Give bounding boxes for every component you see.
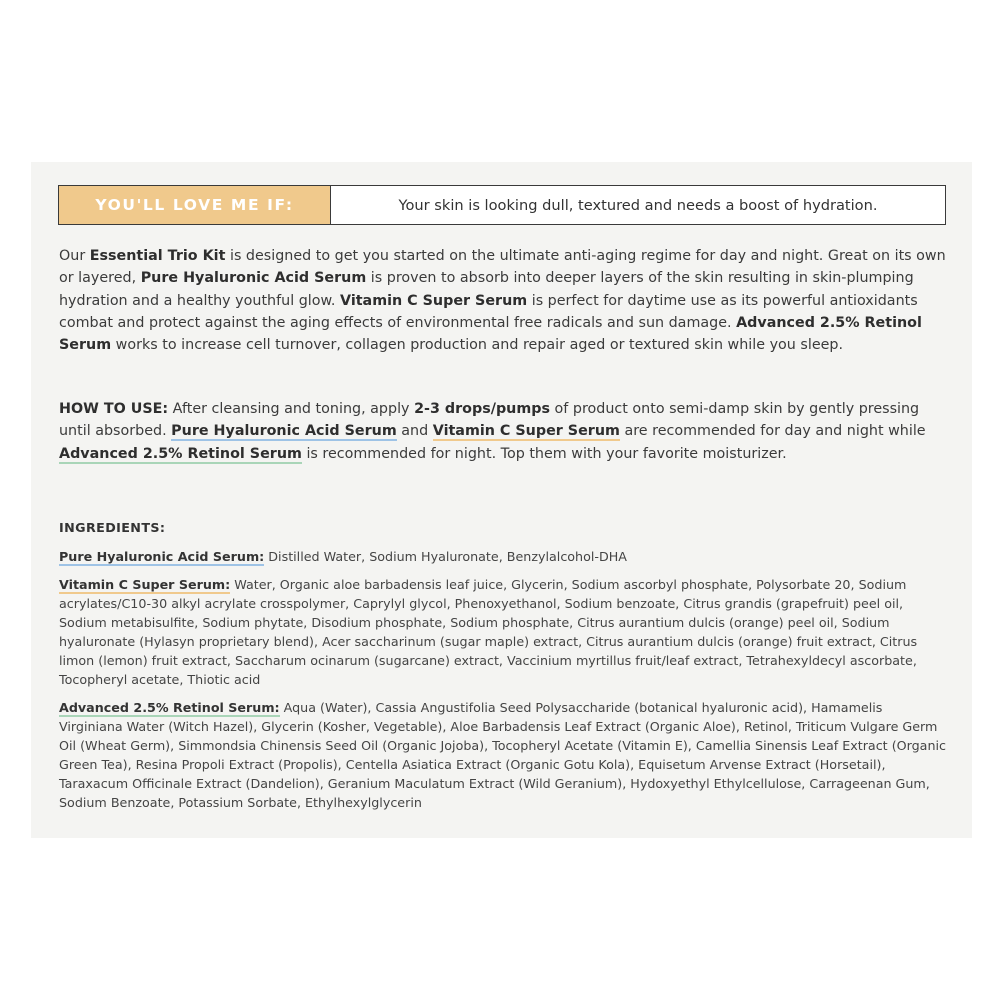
- description-text: is proven to absorb into deeper layers of the skin resulting in skin-plumping hydration and a healthy youthful glow.: [59, 270, 914, 309]
- product-name-vitamin-c: Vitamin C Super Serum: [432, 423, 620, 440]
- description-text: is perfect for daytime use as its powerful antioxidants combat and protect against the aging effects of environmental free radicals and sun damage.: [59, 292, 918, 331]
- product-name-hyaluronic: Pure Hyaluronic Acid Serum: [140, 270, 367, 287]
- how-to-use-text: of product onto semi-damp skin by gently pressing until absorbed.: [59, 401, 920, 440]
- product-name-retinol: Advanced 2.5% Retinol Serum: [59, 314, 922, 354]
- how-to-use-text: is recommended for night. Top them with your favorite moisturizer.: [301, 445, 787, 462]
- how-to-use-text: After cleansing and toning, apply: [168, 401, 415, 417]
- product-name-hyaluronic: Pure Hyaluronic Acid Serum: [171, 423, 397, 440]
- how-to-use-label: HOW TO USE:: [59, 401, 169, 417]
- dosage: 2-3 drops/pumps: [414, 401, 550, 417]
- ingredient-name: Advanced 2.5% Retinol Serum:: [59, 700, 280, 715]
- product-name-retinol: Advanced 2.5% Retinol Serum: [59, 445, 302, 462]
- love-me-if-box: [58, 185, 946, 225]
- ingredient-list: Distilled Water, Sodium Hyaluronate, Benzylalcohol-DHA: [264, 549, 627, 564]
- ingredients-title: INGREDIENTS:: [59, 520, 166, 535]
- ingredient-list: Aqua (Water), Cassia Angustifolia Seed Polysaccharide (botanical hyaluronic acid), Hamamelis Virginiana Water (Witch Hazel), Glycerin (Kosher, Vegetable), Aloe Barbadensis Leaf Extract (Organic Aloe), Retinol, Triticum Vulgare Germ Oil (Wheat Germ), Simmondsia Chinensis Seed Oil (Organic Jojoba), Tocopheryl Acetate (Vitamin E), Camellia Sinensis Leaf Extract (Organic Green Tea), Resina Propoli Extract (Propolis), Centella Asiatica Extract (Organic Gotu Kola), Equisetum Arvense Extract (Horsetail), Taraxacum Officinale Extract (Dandelion), Geranium Maculatum Extract (Wild Geranium), Hydoxyethyl Ethylcellulose, Carrageenan Gum, Sodium Benzoate, Potassium Sorbate, Ethylhexylglycerin: [59, 700, 946, 810]
- ingredient-block-retinol: [59, 698, 949, 812]
- kit-name: Essential Trio Kit: [89, 248, 226, 264]
- love-me-if-label: YOU'LL LOVE ME IF:: [59, 186, 331, 224]
- product-name-vitamin-c: Vitamin C Super Serum: [340, 292, 528, 309]
- how-to-use-text: are recommended for day and night while: [619, 423, 926, 440]
- ingredient-name: Pure Hyaluronic Acid Serum:: [59, 549, 265, 564]
- how-to-use-text: and: [396, 423, 433, 440]
- ingredient-block-vitamin-c: [59, 575, 949, 689]
- ingredients-section: [59, 518, 949, 821]
- love-me-if-text: Your skin is looking dull, textured and needs a boost of hydration.: [331, 186, 945, 224]
- ingredient-list: Water, Organic aloe barbadensis leaf juice, Glycerin, Sodium ascorbyl phosphate, Polysorbate 20, Sodium acrylates/C10-30 alkyl acrylate crosspolymer, Caprylyl glycol, Phenoxyethanol, Sodium benzoate, Citrus grandis (grapefruit) peel oil, Sodium metabisulfite, Sodium phytate, Disodium phosphate, Sodium phosphate, Citrus aurantium dulcis (orange) peel oil, Sodium hyaluronate (Hylasyn proprietary blend), Acer saccharinum (sugar maple) extract, Citrus aurantium dulcis (orange) fruit extract, Citrus limon (lemon) fruit extract, Saccharum ocinarum (sugarcane) extract, Vaccinium myrtillus fruit/leaf extract, Tetrahexyldecyl ascorbate, Tocopheryl acetate, Thiotic acid: [59, 577, 918, 687]
- product-info-card: [31, 162, 972, 838]
- description-text: is designed to get you started on the ultimate anti-aging regime for day and night. Great on its own or layered,: [59, 248, 946, 287]
- how-to-use-paragraph: [59, 398, 949, 465]
- description-text: works to increase cell turnover, collagen production and repair aged or textured skin while you sleep.: [111, 337, 844, 354]
- description-text: Our: [59, 248, 90, 264]
- ingredient-block-hyaluronic: [59, 547, 949, 566]
- ingredient-name: Vitamin C Super Serum:: [59, 577, 231, 592]
- description-paragraph: [59, 245, 949, 356]
